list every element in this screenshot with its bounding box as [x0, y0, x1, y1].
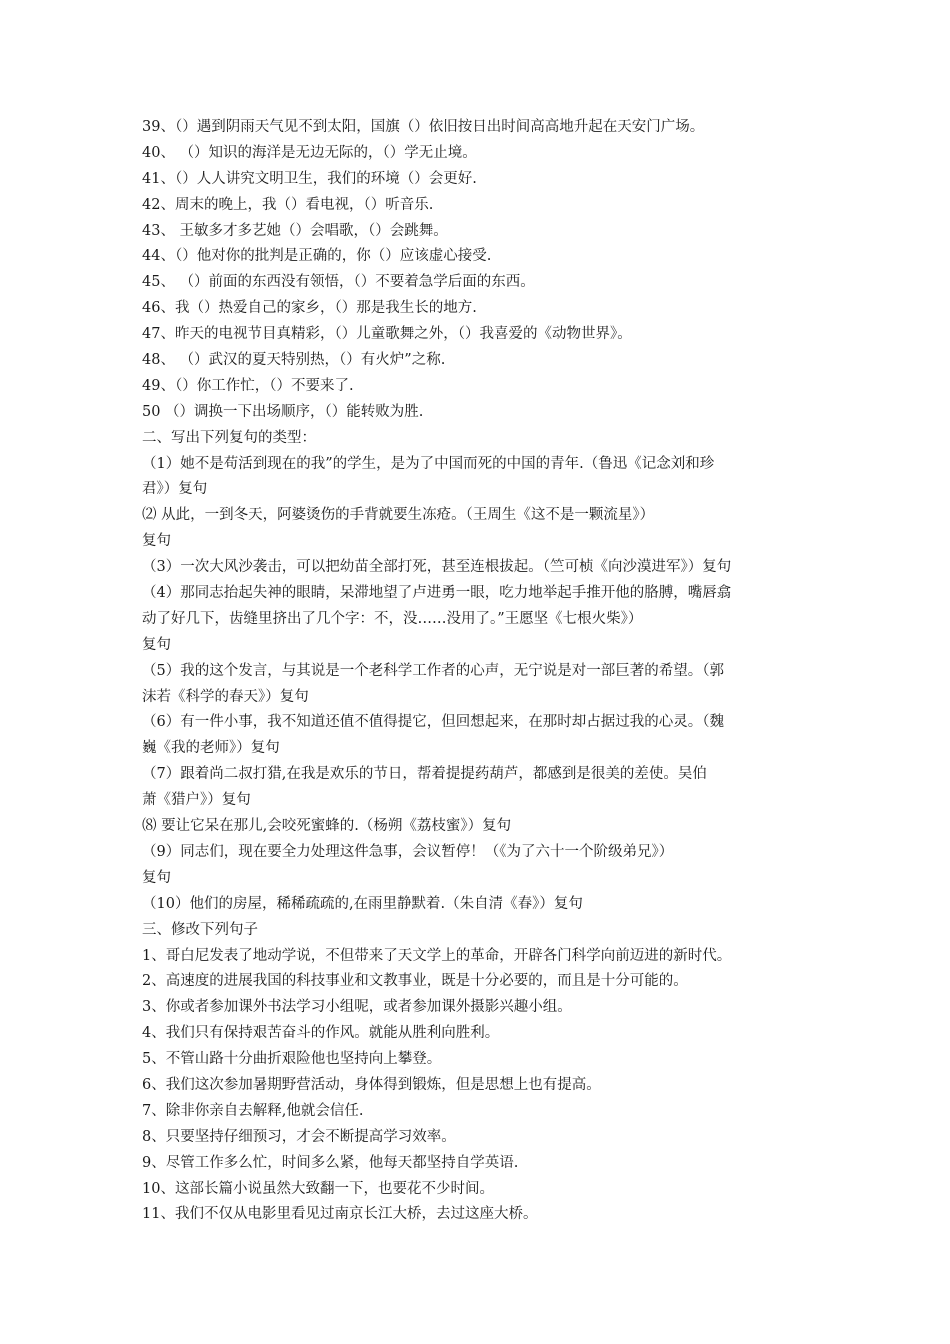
- section-heading: 三、修改下列句子: [142, 921, 258, 938]
- question-45: 45、 （）前面的东西没有领悟，（）不要着急学后面的东西。: [142, 274, 535, 291]
- sentence-correction-section: [142, 918, 822, 1229]
- section-heading: 二、写出下列复句的类型：: [142, 429, 316, 446]
- question-48: 48、 （）武汉的夏天特别热，（）有火炉”之称.: [142, 352, 446, 369]
- fill-in-conjunctions-section: [142, 115, 822, 426]
- correction-item-4: 4、我们只有保持艰苦奋斗的作风。就能从胜利向胜利。: [142, 1025, 500, 1042]
- text-line: 萧《猎户》）复句: [142, 792, 251, 809]
- text-line: （9）同志们，现在要全力处理这件急事，会议暂停！（《为了六十一个阶级弟兄》）: [142, 843, 674, 860]
- text-line: ⑻ 要让它呆在那儿,会咬死蜜蜂的.（杨朔《荔枝蜜》）复句: [142, 818, 512, 835]
- complex-sentence-type-section: [142, 426, 822, 918]
- correction-item-3: 3、你或者参加课外书法学习小组呢，或者参加课外摄影兴趣小组。: [142, 999, 572, 1016]
- text-line: （1）她不是苟活到现在的我”的学生，是为了中国而死的中国的青年.（鲁迅《记念刘和珍: [142, 455, 715, 472]
- document-page: [142, 115, 822, 1228]
- question-41: 41、（）人人讲究文明卫生，我们的环境（）会更好.: [142, 170, 477, 187]
- text-line: （4）那同志抬起失神的眼睛，呆滞地望了卢进勇一眼，吃力地举起手推开他的胳膊，嘴唇翕: [142, 585, 732, 602]
- correction-item-9: 9、尽管工作多么忙，时间多么紧，他每天都坚持自学英语.: [142, 1154, 519, 1171]
- correction-item-1: 1、哥白尼发表了地动学说，不但带来了天文学上的革命，开辟各门科学向前迈进的新时代。: [142, 947, 732, 964]
- text-line: （10）他们的房屋，稀稀疏疏的,在雨里静默着.（朱自清《春》）复句: [142, 895, 583, 912]
- question-50: 50 （）调换一下出场顺序，（）能转败为胜.: [142, 403, 424, 420]
- question-42: 42、周末的晚上，我（）看电视，（）听音乐.: [142, 196, 434, 213]
- text-line: （5）我的这个发言，与其说是一个老科学工作者的心声，无宁说是对一部巨著的希望。（郭: [142, 662, 724, 679]
- question-40: 40、 （）知识的海洋是无边无际的，（）学无止境。: [142, 144, 477, 161]
- text-line: 动了好几下，齿缝里挤出了几个字：不，没……没用了。”王愿坚《七根火柴》）: [142, 610, 643, 627]
- correction-item-5: 5、不管山路十分曲折艰险他也坚持向上攀登。: [142, 1051, 442, 1068]
- text-line: （3）一次大风沙袭击，可以把幼苗全部打死，甚至连根拔起。（竺可桢《向沙漠进军》）复句: [142, 559, 732, 576]
- text-line: 复句: [142, 636, 171, 653]
- text-line: （6）有一件小事，我不知道还值不值得提它，但回想起来，在那时却占据过我的心灵。（魏: [142, 714, 724, 731]
- text-line: 君》）复句: [142, 481, 208, 498]
- text-line: 复句: [142, 533, 171, 550]
- text-line: 沫若《科学的春天》）复句: [142, 688, 309, 705]
- question-39: 39、（）遇到阴雨天气见不到太阳，国旗（）依旧按日出时间高高地升起在天安门广场。: [142, 119, 705, 135]
- correction-item-6: 6、我们这次参加暑期野营活动，身体得到锻炼，但是思想上也有提高。: [142, 1076, 601, 1093]
- text-line: 复句: [142, 869, 171, 886]
- question-47: 47、昨天的电视节目真精彩，（）儿童歌舞之外，（）我喜爱的《动物世界》。: [142, 326, 632, 343]
- correction-item-8: 8、只要坚持仔细预习，才会不断提高学习效率。: [142, 1128, 456, 1145]
- question-44: 44、（）他对你的批判是正确的，你（）应该虚心接受.: [142, 248, 492, 265]
- text-line: （7）跟着尚二叔打猎,在我是欢乐的节日，帮着提提药葫芦，都感到是很美的差使。吴伯: [142, 766, 707, 783]
- question-49: 49、（）你工作忙，（）不要来了.: [142, 377, 354, 394]
- correction-item-7: 7、除非你亲自去解释,他就会信任.: [142, 1102, 364, 1119]
- correction-item-11: 11、我们不仅从电影里看见过南京长江大桥，去过这座大桥。: [142, 1206, 538, 1223]
- correction-item-10: 10、这部长篇小说虽然大致翻一下，也要花不少时间。: [142, 1180, 494, 1197]
- text-line: 巍《我的老师》）复句: [142, 740, 280, 757]
- question-43: 43、 王敏多才多艺她（）会唱歌，（）会跳舞。: [142, 222, 448, 239]
- question-46: 46、我（）热爱自己的家乡，（）那是我生长的地方.: [142, 300, 477, 317]
- correction-item-2: 2、高速度的进展我国的科技事业和文教事业，既是十分必要的，而且是十分可能的。: [142, 973, 688, 990]
- text-line: ⑵ 从此，一到冬天，阿婆烫伤的手背就要生冻疮。（王周生《这不是一颗流星》）: [142, 507, 655, 524]
